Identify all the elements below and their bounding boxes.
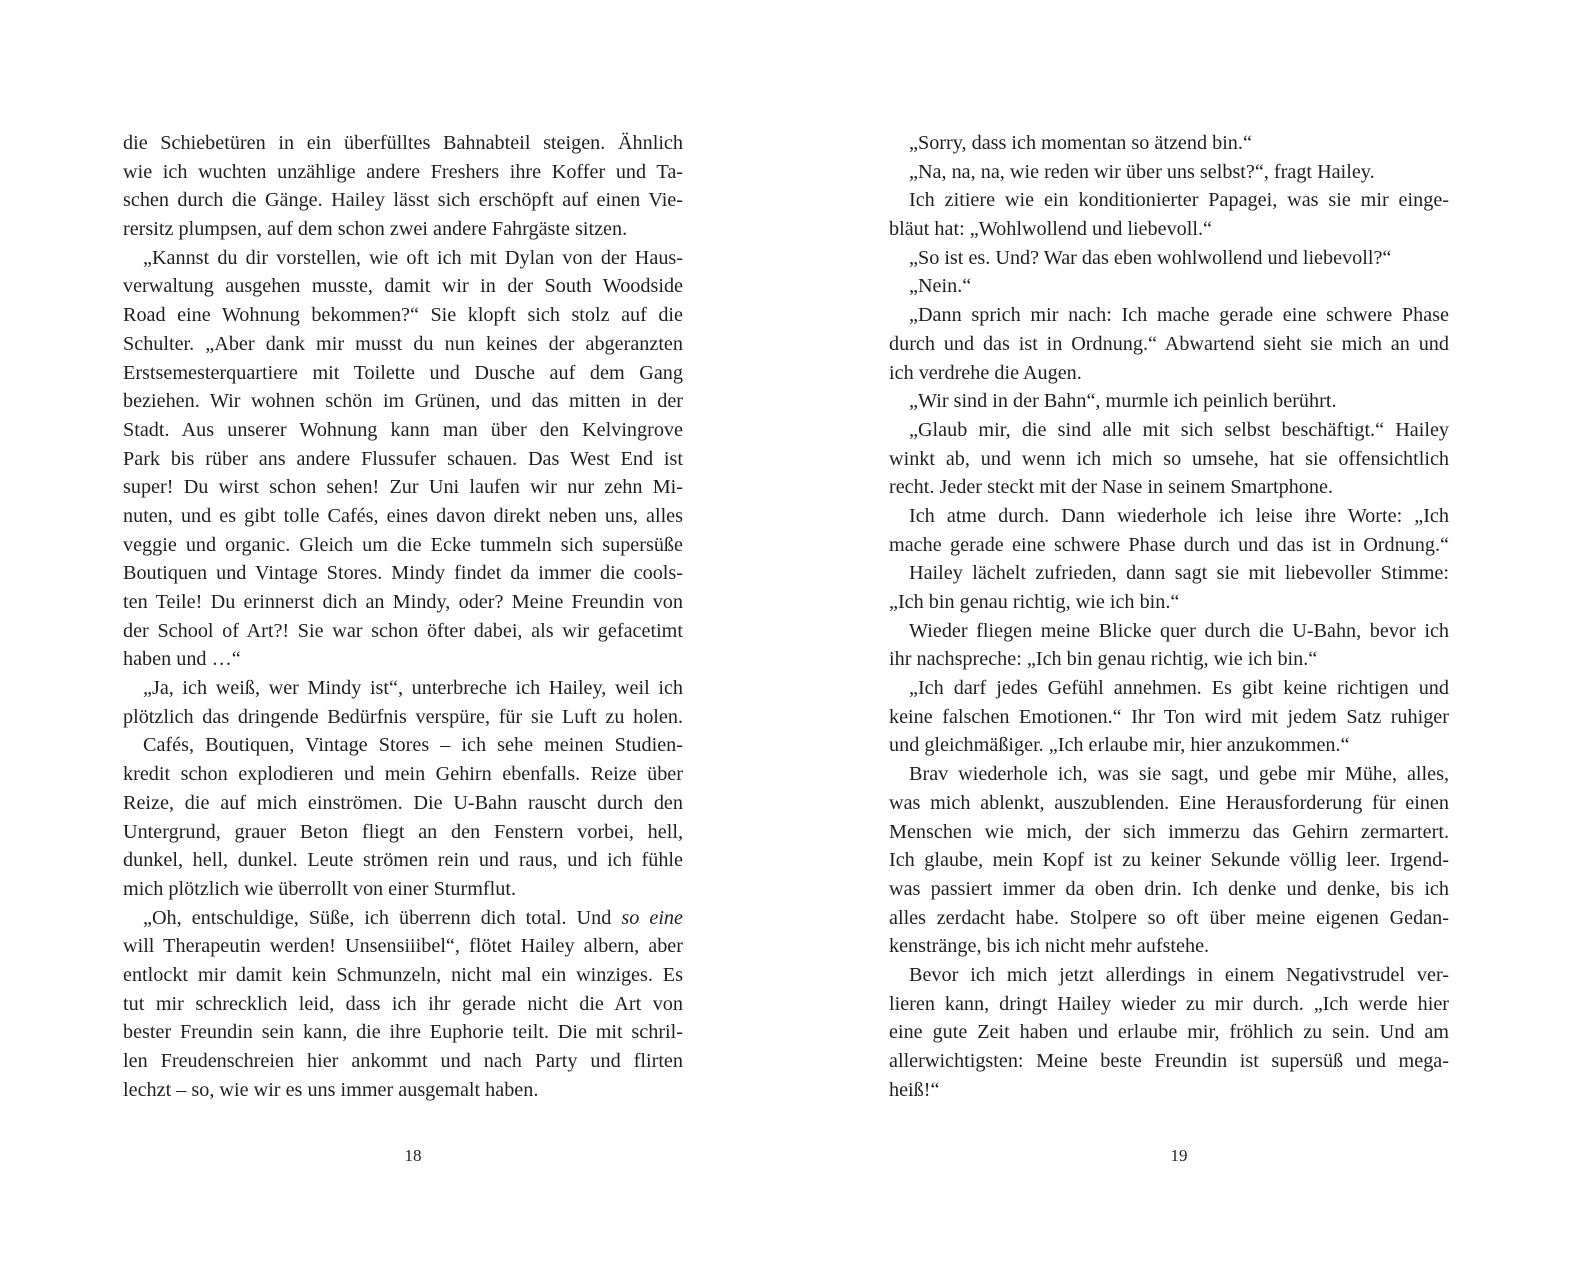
left-page	[123, 129, 683, 1104]
text-line: und gleichmäßiger. „Ich erlaube mir, hier anzukommen.“	[889, 734, 1350, 757]
text-line: plötzlich das dringende Bedürfnis verspüre, für sie Luft zu holen.	[123, 705, 683, 728]
text-line: „Na, na, na, wie reden wir über uns selbst?“, fragt Hailey.	[909, 160, 1375, 183]
text-line: Untergrund, grauer Beton fliegt an den Fenstern vorbei, hell,	[123, 820, 683, 843]
text-line: veggie und organic. Gleich um die Ecke tummeln sich supersüße	[123, 533, 683, 556]
text-line: wie ich wuchten unzählige andere Freshers ihre Koffer und Ta-	[123, 160, 683, 183]
text-line: „Kannst du dir vorstellen, wie oft ich mit Dylan von der Haus-	[143, 246, 683, 269]
text-line: Stadt. Aus unserer Wohnung kann man über den Kelvingrove	[123, 418, 683, 441]
text-line: tut mir schrecklich leid, dass ich ihr gerade nicht die Art von	[123, 992, 683, 1015]
text-line: Schulter. „Aber dank mir musst du nun keines der abgeranzten	[123, 332, 683, 355]
text-line: keine falschen Emotionen.“ Ihr Ton wird mit jedem Satz ruhiger	[889, 705, 1449, 728]
text-line: dunkel, hell, dunkel. Leute strömen rein und raus, und ich fühle	[123, 849, 683, 872]
text-line: Reize, die auf mich einströmen. Die U-Bahn rauscht durch den	[123, 791, 683, 814]
page-number-right: 19	[1170, 1146, 1188, 1165]
text-line: was mich ablenkt, auszublenden. Eine Herausforderung für einen	[889, 791, 1449, 814]
text-line: die Schiebetüren in ein überfülltes Bahnabteil steigen. Ähnlich	[123, 132, 683, 154]
text-line: „Nein.“	[909, 275, 972, 298]
text-line: ten Teile! Du erinnerst dich an Mindy, oder? Meine Freundin von	[123, 591, 683, 613]
text-line: Ich glaube, mein Kopf ist zu keiner Sekunde völlig leer. Irgend-	[889, 849, 1449, 872]
text-line: len Freudenschreien hier ankommt und nach Party und flirten	[123, 1050, 683, 1072]
text-line: Hailey lächelt zufrieden, dann sagt sie mit liebevoller Stimme:	[909, 562, 1449, 585]
text-line: lechzt – so, wie wir es uns immer ausgemalt haben.	[123, 1078, 539, 1101]
text-line: bläut hat: „Wohlwollend und liebevoll.“	[889, 218, 1212, 241]
text-line: „Sorry, dass ich momentan so ätzend bin.“	[909, 132, 1252, 154]
text-line: verwaltung ausgehen musste, damit wir in der South Woodside	[123, 275, 683, 298]
text-line: „Ich bin genau richtig, wie ich bin.“	[889, 591, 1180, 613]
text-line: lieren kann, dringt Hailey wieder zu mir durch. „Ich werde hier	[889, 992, 1449, 1015]
text-line: Erstsemesterquartiere mit Toilette und Dusche auf dem Gang	[123, 361, 683, 384]
text-line: entlockt mir damit kein Schmunzeln, nicht mal ein winziges. Es	[123, 963, 683, 986]
text-line: durch und das ist in Ordnung.“ Abwartend sieht sie mich an und	[889, 332, 1449, 355]
text-segment: „Oh, entschuldige, Süße, ich überrenn dich total. Und	[143, 906, 622, 929]
text-line	[123, 904, 683, 933]
text-line: will Therapeutin werden! Unsensiiibel“, flötet Hailey albern, aber	[123, 935, 683, 958]
text-line: super! Du wirst schon sehen! Zur Uni laufen wir nur zehn Mi-	[123, 476, 683, 499]
text-line: mich plötzlich wie überrollt von einer Sturmflut.	[123, 877, 517, 900]
text-line: Bevor ich mich jetzt allerdings in einem Negativstrudel ver-	[909, 963, 1449, 986]
right-page	[889, 129, 1449, 1104]
text-line: Road eine Wohnung bekommen?“ Sie klopft sich stolz auf die	[123, 304, 683, 327]
text-line: heiß!“	[889, 1078, 940, 1101]
page-number-left: 18	[404, 1146, 422, 1165]
text-line: ihr nachspreche: „Ich bin genau richtig, wie ich bin.“	[889, 648, 1318, 671]
text-line: Boutiquen und Vintage Stores. Mindy findet da immer die cools-	[123, 562, 683, 585]
text-line: „So ist es. Und? War das eben wohlwollend und liebevoll?“	[909, 246, 1392, 269]
text-line: allerwichtigsten: Meine beste Freundin ist supersüß und mega-	[889, 1050, 1449, 1072]
text-line: „Ich darf jedes Gefühl annehmen. Es gibt keine richtigen und	[909, 677, 1449, 700]
text-line: „Ja, ich weiß, wer Mindy ist“, unterbreche ich Hailey, weil ich	[143, 677, 683, 700]
text-line: Ich atme durch. Dann wiederhole ich leise ihre Worte: „Ich	[909, 504, 1449, 527]
text-line: kenstränge, bis ich nicht mehr aufstehe.	[889, 935, 1210, 958]
text-line: „Wir sind in der Bahn“, murmle ich peinlich berührt.	[909, 390, 1337, 413]
text-line: was passiert immer da oben drin. Ich denke und denke, bis ich	[889, 877, 1449, 900]
text-line: schen durch die Gänge. Hailey lässt sich erschöpft auf einen Vie-	[123, 189, 683, 212]
text-line: alles zerdacht habe. Stolpere so oft über meine eigenen Gedan-	[889, 906, 1449, 929]
text-line: winkt ab, und wenn ich mich so umsehe, hat sie offensichtlich	[889, 447, 1449, 470]
text-line: „Dann sprich mir nach: Ich mache gerade eine schwere Phase	[909, 304, 1449, 327]
text-line: kredit schon explodieren und mein Gehirn ebenfalls. Reize über	[123, 763, 683, 786]
text-line: ich verdrehe die Augen.	[889, 361, 1082, 384]
text-line: nuten, und es gibt tolle Cafés, eines davon direkt neben uns, alles	[123, 504, 683, 527]
text-line: Ich zitiere wie ein konditionierter Papagei, was sie mir einge-	[909, 189, 1449, 212]
text-line: recht. Jeder steckt mit der Nase in seinem Smartphone.	[889, 476, 1333, 499]
text-line: Cafés, Boutiquen, Vintage Stores – ich sehe meinen Studien-	[143, 734, 683, 757]
text-line: Wieder fliegen meine Blicke quer durch die U-Bahn, bevor ich	[909, 619, 1449, 642]
text-line: eine gute Zeit haben und erlaube mir, fröhlich zu sein. Und am	[889, 1021, 1449, 1044]
text-line: Brav wiederhole ich, was sie sagt, und gebe mir Mühe, alles,	[909, 763, 1449, 786]
text-line: Menschen wie mich, der sich immerzu das Gehirn zermartert.	[889, 820, 1449, 843]
text-line: mache gerade eine schwere Phase durch und das ist in Ordnung.“	[889, 533, 1449, 556]
text-line: beziehen. Wir wohnen schön im Grünen, und das mitten in der	[123, 390, 683, 413]
text-line: bester Freundin sein kann, die ihre Euphorie teilt. Die mit schril-	[123, 1021, 683, 1044]
text-line: der School of Art?! Sie war schon öfter dabei, als wir gefacetimt	[123, 619, 683, 642]
text-line: haben und …“	[123, 648, 241, 671]
text-line: „Glaub mir, die sind alle mit sich selbst beschäftigt.“ Hailey	[909, 418, 1449, 441]
text-line: Park bis rüber ans andere Flussufer schauen. Das West End ist	[123, 447, 683, 470]
italic-phrase: so eine	[621, 906, 683, 929]
text-line: rersitz plumpsen, auf dem schon zwei andere Fahrgäste sitzen.	[123, 218, 628, 241]
